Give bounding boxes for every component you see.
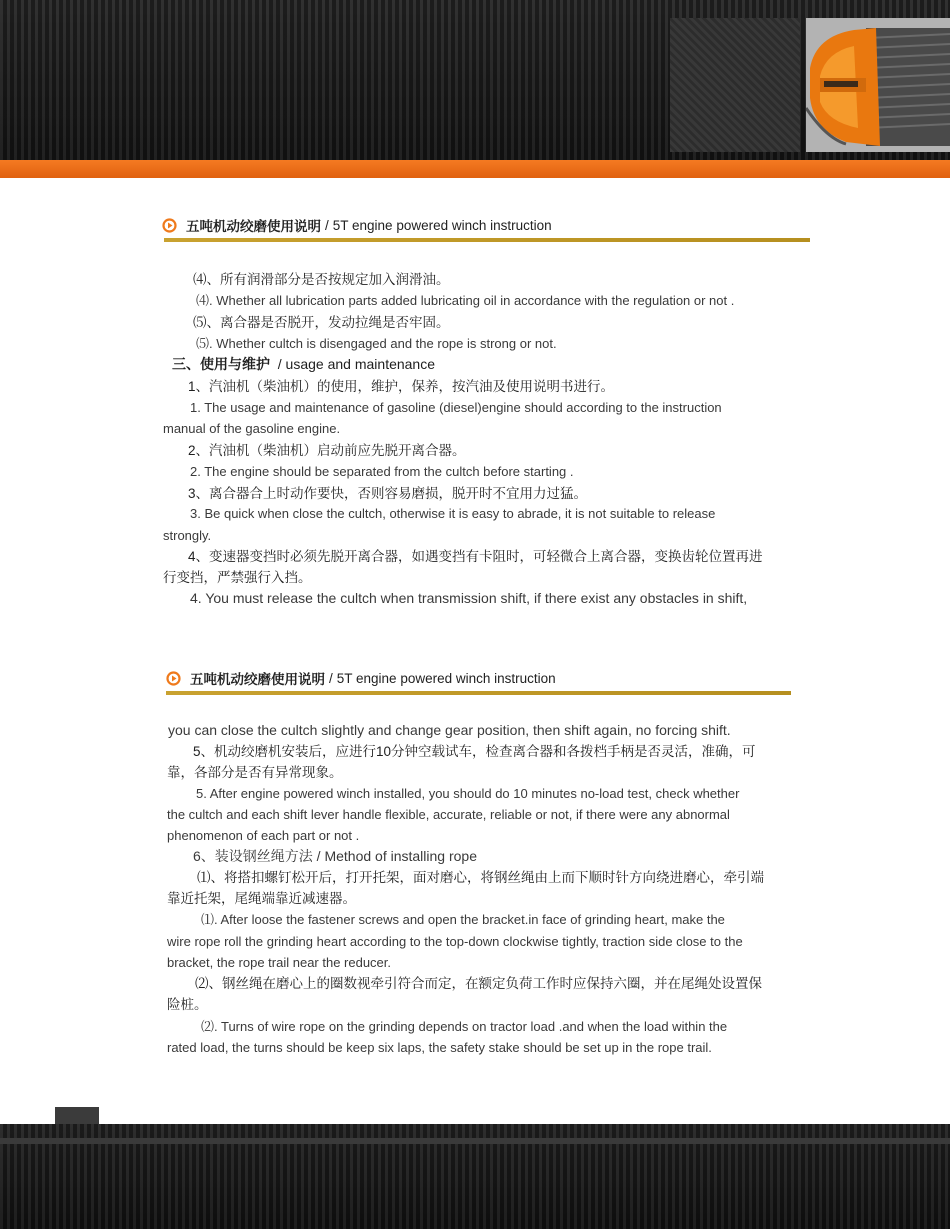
winch-photo — [806, 18, 950, 152]
text-line: 3. Be quick when close the cultch, otherwise it is easy to abrade, it is not suitable to release — [190, 506, 716, 521]
section-title-cn: 五吨机动绞磨使用说明 — [186, 219, 321, 234]
text-line: rated load, the turns should be keep six laps, the safety stake should be set up in the rope trail. — [167, 1040, 712, 1055]
section-divider-2 — [166, 691, 791, 695]
orange-accent-bar — [0, 160, 950, 178]
usage-heading-cn: 三、使用与维护 — [172, 356, 270, 372]
play-arrow-icon — [162, 218, 177, 233]
text-line: 1、汽油机（柴油机）的使用，维护，保养，按汽油及使用说明书进行。 — [188, 379, 615, 394]
section-header-1 — [162, 215, 552, 235]
text-line: wire rope roll the grinding heart according to the top-down clockwise tightly, traction side close to the — [167, 934, 743, 949]
text-line: ⑴、将搭扣螺钉松开后，打开托架，面对磨心，将钢丝绳由上而下顺时针方向绕进磨心，牵引端 — [197, 870, 764, 885]
section-title-en: 5T engine powered winch instruction — [332, 217, 552, 233]
section-divider-1 — [164, 238, 810, 242]
page-tab-marker — [55, 1107, 99, 1125]
text-line: the cultch and each shift lever handle flexible, accurate, reliable or not, if there were any abnormal — [167, 807, 730, 822]
text-line: you can close the cultch slightly and change gear position, then shift again, no forcing shift. — [168, 722, 731, 738]
section-title-cn: 五吨机动绞磨使用说明 — [190, 672, 325, 687]
section-header-2 — [166, 668, 556, 688]
header-dark-panel — [670, 18, 800, 152]
text-line: ⑴. After loose the fastener screws and open the bracket.in face of grinding heart, make the — [201, 912, 725, 927]
text-line: ⑸、离合器是否脱开，发动拉绳是否牢固。 — [193, 315, 450, 330]
winch-illustration — [806, 18, 950, 152]
text-line: ⑵. Turns of wire rope on the grinding depends on tractor load .and when the load within the — [201, 1019, 728, 1034]
text-line: 5. After engine powered winch installed, you should do 10 minutes no-load test, check whether — [196, 786, 740, 801]
section-title-separator: / — [329, 670, 333, 686]
usage-heading — [172, 354, 435, 375]
text-line: 4、变速器变挡时必须先脱开离合器，如遇变挡有卡阻时，可轻微合上离合器，变换齿轮位置再进 — [188, 549, 763, 564]
text-line: ⑷. Whether all lubrication parts added lubricating oil in accordance with the regulation or not . — [196, 293, 735, 308]
text-line: 行变挡，严禁强行入挡。 — [163, 570, 312, 585]
text-line: 4. You must release the cultch when transmission shift, if there exist any obstacles in shift, — [190, 590, 748, 606]
text-line: 险桩。 — [167, 997, 208, 1012]
text-line: 2. The engine should be separated from the cultch before starting . — [190, 464, 574, 479]
text-line: ⑵、钢丝绳在磨心上的圈数视牵引符合而定，在额定负荷工作时应保持六圈，并在尾绳处设置保 — [195, 976, 762, 991]
text-line: 靠，各部分是否有异常现象。 — [167, 765, 343, 780]
text-line: ⑸. Whether cultch is disengaged and the rope is strong or not. — [196, 336, 557, 351]
text-line: 6、装设钢丝绳方法 / Method of installing rope — [193, 848, 477, 864]
section-title-en: 5T engine powered winch instruction — [336, 670, 556, 686]
text-line: 靠近托架，尾绳端靠近减速器。 — [167, 891, 356, 906]
text-line: bracket, the rope trail near the reducer. — [167, 955, 392, 970]
text-line: 3、离合器合上时动作要快，否则容易磨损，脱开时不宜用力过猛。 — [188, 486, 588, 501]
text-line: 2、汽油机（柴油机）启动前应先脱开离合器。 — [188, 443, 466, 458]
text-line: manual of the gasoline engine. — [163, 421, 341, 436]
text-line: strongly. — [163, 528, 212, 543]
text-line: phenomenon of each part or not . — [167, 828, 360, 843]
text-line: 1. The usage and maintenance of gasoline (diesel)engine should according to the instruction — [190, 400, 722, 415]
play-arrow-icon — [166, 671, 181, 686]
usage-heading-en: / usage and maintenance — [277, 356, 436, 372]
text-line: ⑷、所有润滑部分是否按规定加入润滑油。 — [193, 272, 450, 287]
text-line: 5、机动绞磨机安装后，应进行10分钟空载试车，检查离合器和各拨档手柄是否灵活，准确，可 — [193, 744, 756, 759]
footer-stripe — [0, 1138, 950, 1144]
section-title-separator: / — [325, 217, 329, 233]
